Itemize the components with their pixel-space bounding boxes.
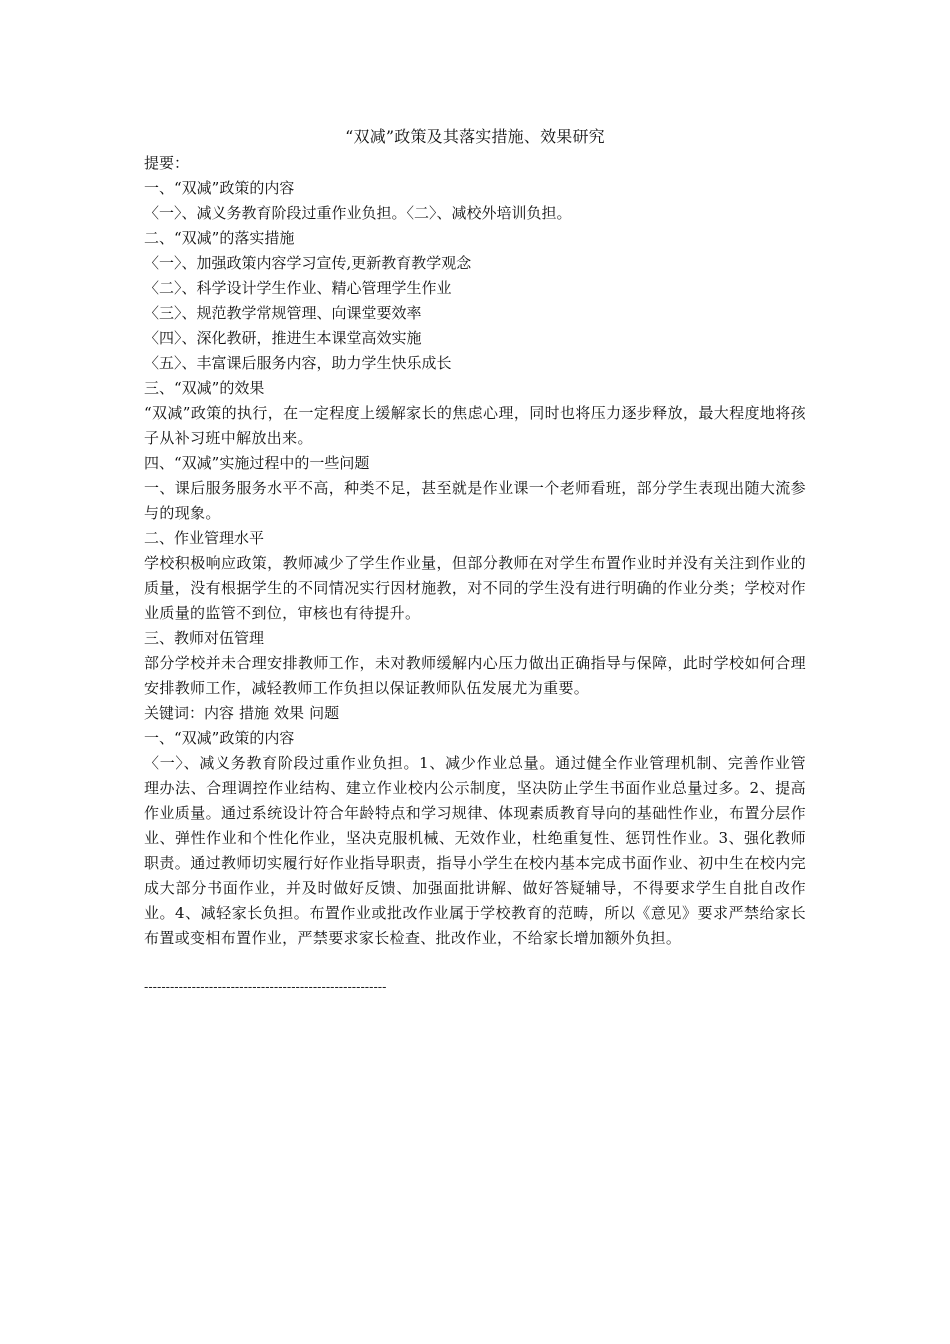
document-title: “双减”政策及其落实措施、效果研究: [345, 127, 605, 146]
keywords-label: 关键词：: [144, 704, 205, 722]
outline-section-2-item: 〈四〉、深化教研，推进生本课堂高效实施: [144, 329, 422, 347]
document-page: [144, 124, 806, 997]
keywords-line: [144, 701, 806, 726]
outline-section-4-paragraph-2: 学校积极响应政策，教师减少了学生作业量，但部分教师在对学生布置作业时并没有关注到作业的质量，没有根据学生的不同情况实行因材施教，对不同的学生没有进行明确的作业分类；学校对作业质量的监管不到位，审核也有待提升。: [144, 554, 806, 622]
outline-section-2-item: 〈五〉、丰富课后服务内容，助力学生快乐成长: [144, 354, 452, 372]
outline-section-1-heading: 一、“双减”政策的内容: [144, 179, 295, 197]
outline-section-4-subheading-3: 三、教师对伍管理: [144, 629, 265, 647]
outline-section-4-heading: 四、“双减”实施过程中的一些问题: [144, 454, 370, 472]
outline-section-2-heading: 二、“双减”的落实措施: [144, 229, 295, 247]
keyword: 效果: [274, 704, 305, 722]
outline-section-2-item: 〈三〉、规范教学常规管理、向课堂要效率: [144, 304, 422, 322]
outline-section-4-subheading-2: 二、作业管理水平: [144, 529, 265, 547]
keyword: 问题: [309, 704, 340, 722]
outline-section-4-paragraph-1: 一、课后服务服务水平不高，种类不足，甚至就是作业课一个老师看班，部分学生表现出随大流参与的现象。: [144, 479, 806, 522]
page-divider: --------------------------------------------------------: [144, 979, 387, 994]
outline-section-3-heading: 三、“双减”的效果: [144, 379, 265, 397]
outline-section-2-item: 〈一〉、加强政策内容学习宣传,更新教育教学观念: [144, 254, 472, 272]
outline-section-2-item: 〈二〉、科学设计学生作业、精心管理学生作业: [144, 279, 452, 297]
outline-section-4-paragraph-3: 部分学校并未合理安排教师工作，未对教师缓解内心压力做出正确指导与保障，此时学校如何合理安排教师工作，减轻教师工作负担以保证教师队伍发展尤为重要。: [144, 654, 806, 697]
body-section-1-heading: 一、“双减”政策的内容: [144, 729, 295, 747]
keyword: 措施: [239, 704, 270, 722]
abstract-label: 提要：: [144, 154, 190, 172]
outline-section-1-line: 〈一〉、减义务教育阶段过重作业负担。〈二〉、减校外培训负担。: [144, 204, 572, 222]
keyword: 内容: [204, 704, 235, 722]
body-section-1-text: 〈一〉、减义务教育阶段过重作业负担。1、减少作业总量。通过健全作业管理机制、完善作业管理办法、合理调控作业结构、建立作业校内公示制度，坚决防止学生书面作业总量过多。2、提高作业质量。通过系统设计符合年龄特点和学习规律、体现素质教育导向的基础性作业，布置分层作业、弹性作业和个性化作业，坚决克服机械、无效作业，杜绝重复性、惩罚性作业。3、强化教师职责。通过教师切实履行好作业指导职责，指导小学生在校内基本完成书面作业、初中生在校内完成大部分书面作业，并及时做好反馈、加强面批讲解、做好答疑辅导，不得要求学生自批自改作业。4、减轻家长负担。布置作业或批改作业属于学校教育的范畴，所以《意见》要求严禁给家长布置或变相布置作业，严禁要求家长检查、批改作业，不给家长增加额外负担。: [144, 754, 806, 947]
outline-section-3-text: “双减”政策的执行，在一定程度上缓解家长的焦虑心理，同时也将压力逐步释放，最大程度地将孩子从补习班中解放出来。: [144, 404, 806, 447]
